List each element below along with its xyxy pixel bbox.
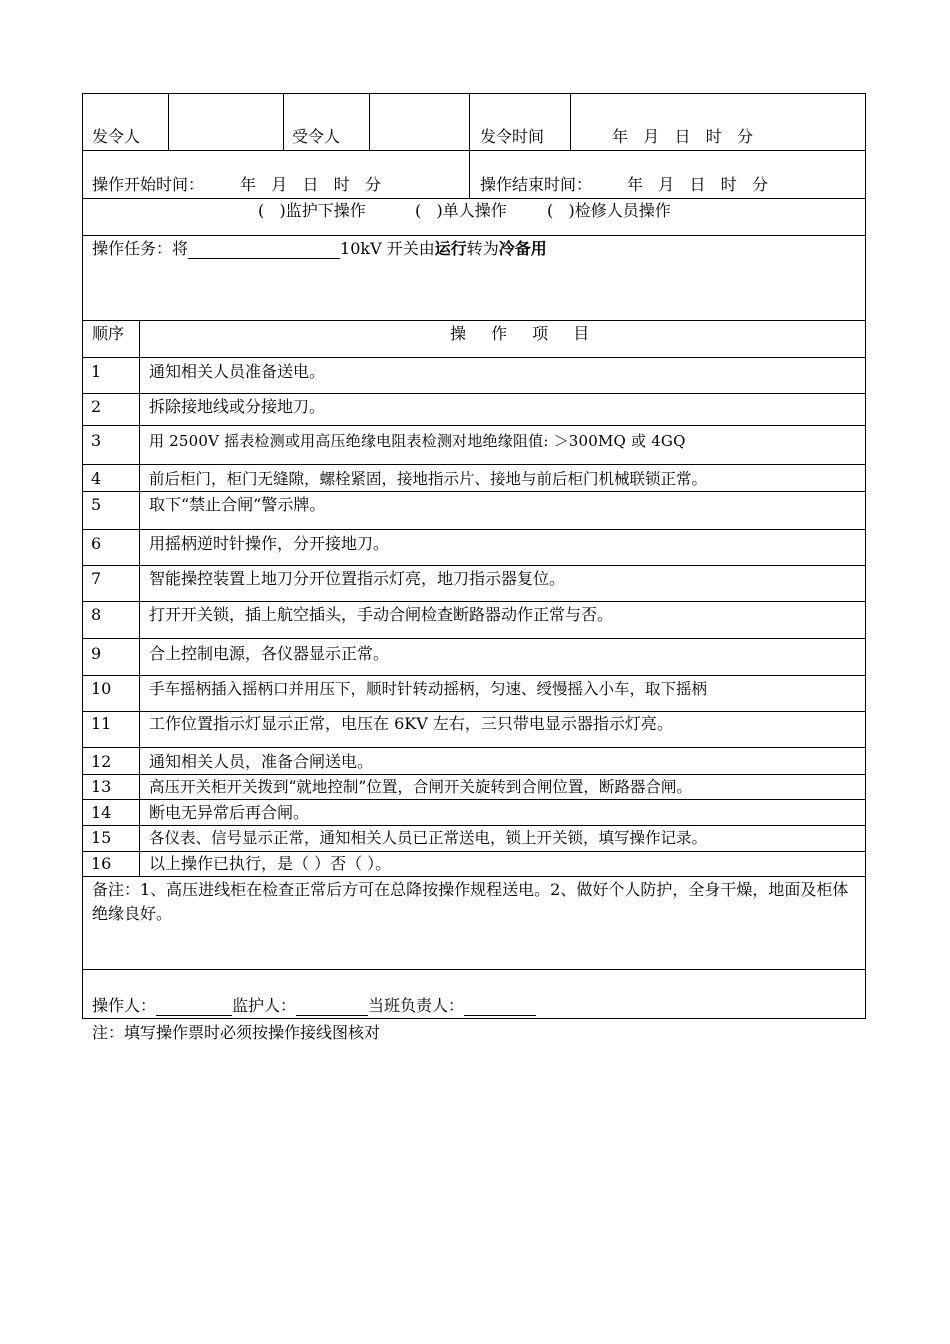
row-number: 3 [91,431,102,450]
row-number: 13 [91,777,112,796]
row-number: 10 [91,679,112,698]
row-number: 14 [91,803,112,822]
row-text: 取下“禁止合闸”警示牌。 [149,495,326,514]
task-prefix: 操作任务：将 [92,239,189,258]
row-number: 9 [91,644,102,663]
task-equipment-blank[interactable] [188,240,340,259]
rule-mode [82,235,866,236]
rule-row [82,425,866,426]
rule-seq-col [139,320,140,876]
row-number: 12 [91,752,112,771]
task-to-word: 转为 [466,239,499,258]
supervisor-label: 监护人： [232,996,297,1015]
rule-row [82,851,866,852]
shift-lead-blank[interactable] [464,997,536,1016]
rule-row [82,491,866,492]
task-voltage: 10kV 开关由 [340,239,435,258]
rule-col [168,93,169,150]
row-text: 工作位置指示灯显示正常，电压在 6KV 左右，三只带电显示器指示灯亮。 [149,714,673,733]
rule-row [82,799,866,800]
mode-single: ( )单人操作 [415,201,507,220]
rule-row [82,393,866,394]
row-number: 2 [91,397,102,416]
row-text: 前后柜门，柜门无缝隙，螺栓紧固，接地指示片、接地与前后柜门机械联锁正常。 [149,470,708,488]
start-time-value: 年 月 日 时 分 [240,175,382,194]
row-number: 5 [91,495,102,514]
receiver-label: 受令人 [292,127,341,146]
rule-header-1 [82,150,866,151]
row-text: 拆除接地线或分接地刀。 [149,397,326,416]
signature-line [92,996,536,1016]
rule-col [570,93,571,150]
rule-header-2 [82,198,866,199]
row-text: 断电无异常后再合闸。 [149,803,310,822]
rule-row [82,876,866,877]
row-number: 15 [91,828,112,847]
rule-remarks [82,969,866,970]
issue-time-value: 年 月 日 时 分 [612,127,754,146]
remarks: 备注：1、高压进线柜在检查正常后方可在总降按操作规程送电。2、做好个人防护，全身干燥，地面及柜体绝缘良好。 [92,880,849,923]
row-text: 手车摇柄插入摇柄口并用压下，顺时针转动摇柄，匀速、绶慢摇入小车，取下摇柄 [149,680,708,698]
supervisor-blank[interactable] [296,997,368,1016]
rule-col [369,93,370,150]
operator-blank[interactable] [156,997,232,1016]
operator-label: 操作人： [92,996,157,1015]
shift-lead-label: 当班负责人： [368,996,465,1015]
row-text: 用摇柄逆时针操作，分开接地刀。 [149,534,390,553]
item-header: 操 作 项 目 [450,324,600,343]
footnote: 注：填写操作票时必须按操作接线图核对 [92,1023,381,1042]
rule-task [82,320,866,321]
row-number: 1 [91,362,102,381]
row-text: 合上控制电源，各仪器显示正常。 [149,644,390,663]
rule-row [82,711,866,712]
rule-col [469,93,470,198]
mode-maintenance: ( )检修人员操作 [547,201,671,220]
row-text: 打开开关锁，插上航空插头，手动合闸检查断路器动作正常与否。 [149,605,614,624]
row-number: 16 [91,854,112,873]
task-from-state: 运行 [434,239,467,258]
issuer-label: 发令人 [92,127,141,146]
seq-header: 顺序 [92,324,125,343]
rule-row [82,747,866,748]
row-text: 高压开关柜开关拨到“就地控制”位置，合闸开关旋转到合闸位置，断路器合闸。 [149,778,692,796]
row-text: 智能操控装置上地刀分开位置指示灯亮，地刀指示器复位。 [149,569,566,588]
end-time-value: 年 月 日 时 分 [627,175,769,194]
row-text: 用 2500V 摇表检测或用高压绝缘电阻表检测对地绝缘阻值: ＞300MQ 或 4GQ [149,432,686,450]
rule-row [82,638,866,639]
rule-row [82,675,866,676]
mode-supervised: ( )监护下操作 [258,201,366,220]
task-to-state: 冷备用 [498,239,547,258]
rule-row [82,464,866,465]
row-text: 通知相关人员，准备合闸送电。 [149,752,374,771]
rule-row [82,601,866,602]
row-number: 7 [91,569,102,588]
row-text: 各仪表、信号显示正常，通知相关人员已正常送电，锁上开关锁，填写操作记录。 [149,829,708,847]
rule-row [82,825,866,826]
row-text: 以上操作已执行，是（ ）否（ ）。 [149,854,392,873]
start-time-label: 操作开始时间： [92,175,205,194]
rule-col [283,93,284,150]
task-line [92,239,547,259]
rule-row [82,774,866,775]
row-number: 11 [91,714,112,733]
row-number: 6 [91,534,102,553]
row-number: 4 [91,469,102,488]
end-time-label: 操作结束时间： [480,175,593,194]
rule-row [82,529,866,530]
issue-time-label: 发令时间 [480,127,545,146]
row-text: 通知相关人员准备送电。 [149,362,326,381]
rule-row [82,565,866,566]
rule-table-header [82,357,866,358]
row-number: 8 [91,605,102,624]
